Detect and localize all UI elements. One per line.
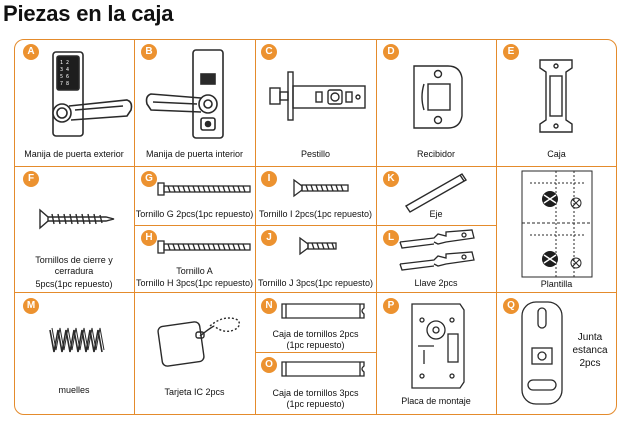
badge-n: N	[261, 298, 277, 314]
label-n-line1: Caja de tornillos 2pcs	[272, 329, 359, 339]
screw-h-image	[156, 238, 252, 256]
latch-image	[266, 68, 372, 128]
lock-screws-image	[36, 207, 118, 231]
label-b: Manija de puerta interior	[145, 149, 244, 159]
badge-o: O	[261, 357, 277, 373]
screw-box-n-image	[280, 300, 370, 322]
badge-c: C	[261, 44, 277, 60]
svg-text:3 4: 3 4	[60, 67, 70, 73]
label-q-line2: estanca	[572, 345, 608, 356]
badge-b: B	[141, 44, 157, 60]
exterior-handle-image	[35, 46, 135, 142]
badge-a: A	[23, 44, 39, 60]
grid-divider	[496, 39, 497, 415]
mounting-plate-image	[408, 300, 468, 392]
badge-h: H	[141, 230, 157, 246]
label-n-line2: (1pc repuesto)	[286, 340, 345, 350]
svg-text:1 2: 1 2	[60, 60, 70, 66]
label-i: Tornillo I 2pcs(1pc repuesto)	[258, 209, 373, 219]
strike-plate-image	[408, 62, 468, 132]
label-q-line3: 2pcs	[579, 358, 601, 369]
badge-i: I	[261, 171, 277, 187]
label-e: Caja	[547, 149, 566, 159]
label-k: Eje	[429, 209, 443, 219]
badge-q: Q	[503, 298, 519, 314]
label-h-line1: Tornillo A	[176, 266, 213, 276]
label-f-line2: cerradura	[54, 266, 94, 276]
badge-f: F	[23, 171, 39, 187]
label-plantilla: Plantilla	[540, 279, 573, 289]
screw-g-image	[156, 180, 252, 198]
badge-m: M	[23, 298, 39, 314]
label-q-line1: Junta	[577, 332, 603, 343]
label-g: Tornillo G 2pcs(1pc repuesto)	[135, 209, 254, 219]
interior-handle-image	[143, 46, 251, 142]
badge-k: K	[383, 171, 399, 187]
grid-divider	[14, 292, 617, 293]
label-f-line3: 5pcs(1pc repuesto)	[35, 279, 113, 289]
label-l: Llave 2pcs	[414, 278, 458, 288]
label-d: Recibidor	[416, 149, 456, 159]
label-o-line2: (1pc repuesto)	[286, 399, 345, 409]
label-f-line1: Tornillos de cierre y	[35, 255, 113, 265]
screw-j-image	[298, 236, 340, 256]
badge-d: D	[383, 44, 399, 60]
badge-e: E	[503, 44, 519, 60]
screw-box-o-image	[280, 358, 370, 380]
grid-divider	[376, 39, 377, 415]
grid-divider	[376, 225, 496, 226]
spindle-image	[400, 168, 472, 214]
keys-image	[398, 228, 478, 274]
label-j: Tornillo J 3pcs(1pc repuesto)	[257, 278, 374, 288]
badge-j: J	[261, 230, 277, 246]
label-o-line1: Caja de tornillos 3pcs	[272, 388, 359, 398]
svg-text:5 6: 5 6	[60, 74, 70, 80]
grid-divider	[14, 166, 617, 167]
badge-p: P	[383, 298, 399, 314]
label-tarjeta: Tarjeta IC 2pcs	[164, 387, 225, 397]
ic-card-image	[154, 312, 244, 370]
lock-box-image	[536, 58, 576, 134]
screw-i-image	[292, 178, 352, 198]
label-a: Manija de puerta exterior	[24, 149, 124, 159]
gasket-image	[518, 298, 568, 408]
label-c: Pestillo	[300, 149, 330, 159]
grid-divider	[255, 352, 376, 353]
template-image	[520, 169, 594, 279]
page-title: Piezas en la caja	[3, 1, 174, 26]
springs-image	[46, 324, 108, 358]
label-p: Placa de montaje	[401, 396, 471, 406]
grid-divider	[255, 39, 256, 415]
badge-l: L	[383, 230, 399, 246]
label-h-line2: Tornillo H 3pcs(1pc repuesto)	[135, 278, 254, 288]
badge-g: G	[141, 171, 157, 187]
label-m: muelles	[58, 385, 90, 395]
svg-text:7 8: 7 8	[60, 81, 70, 87]
grid-divider	[134, 225, 376, 226]
